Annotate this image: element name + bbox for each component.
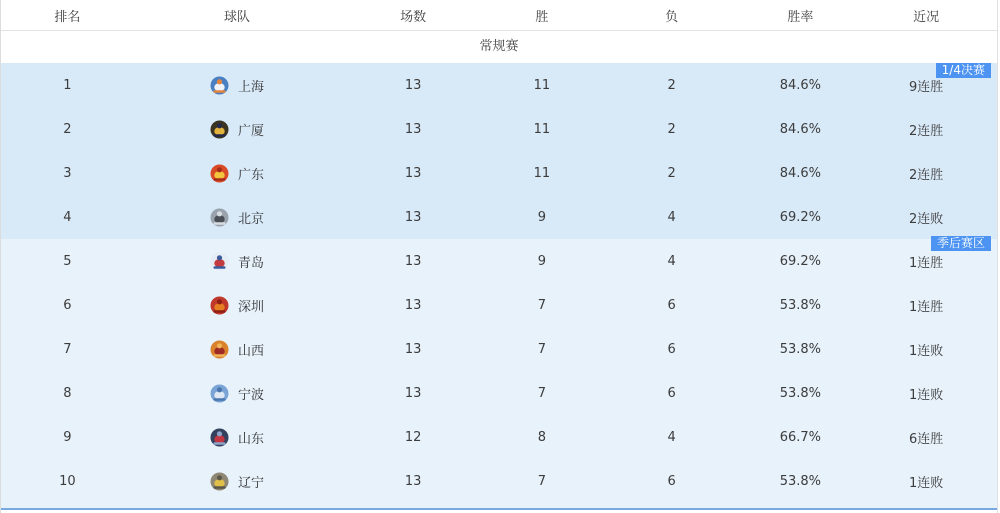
winpct-cell: 84.6% [779,165,822,181]
team-name[interactable]: 山东 [238,431,265,447]
col-header-team: 球队 [224,9,251,25]
table-row [1,283,997,327]
table-row [1,107,997,151]
wins-cell: 9 [537,209,547,225]
wins-cell: 7 [537,473,547,489]
section-title-regular-season: 常规赛 [1,31,997,63]
col-header-rank: 排名 [54,9,81,25]
team-cell [134,428,341,447]
table-bottom-rule [1,508,997,510]
losses-cell: 4 [667,429,676,445]
team-cell [134,120,341,139]
games-cell: 12 [404,429,422,445]
rank-cell: 5 [63,253,72,269]
streak-cell: 1连败 [909,475,944,491]
zone-badge-quarterfinal: 1/4决赛 [936,63,991,78]
table-row [1,459,997,503]
table-row [1,239,997,283]
winpct-cell: 84.6% [779,77,822,93]
table-row [1,327,997,371]
col-header-losses: 负 [665,9,679,25]
wins-cell: 9 [537,253,547,269]
team-cell [134,76,341,95]
team-logo-guangdong-icon [210,164,229,183]
team-cell [134,252,341,271]
losses-cell: 2 [667,165,676,181]
team-cell [134,384,341,403]
team-logo-shanghai-icon [210,76,229,95]
team-logo-ningbo-icon [210,384,229,403]
team-logo-shandong-icon [210,428,229,447]
losses-cell: 6 [667,297,676,313]
team-name[interactable]: 辽宁 [238,475,265,491]
losses-cell: 4 [667,253,676,269]
losses-cell: 6 [667,473,676,489]
team-name[interactable]: 宁波 [238,387,265,403]
table-row [1,371,997,415]
winpct-cell: 84.6% [779,121,822,137]
games-cell: 13 [404,473,422,489]
col-header-winpct: 胜率 [787,9,814,25]
rows-container [1,63,997,503]
games-cell: 13 [404,121,422,137]
team-logo-shanxi-icon [210,340,229,359]
rank-cell: 3 [63,165,72,181]
games-cell: 13 [404,341,422,357]
streak-cell: 2连胜 [909,123,944,139]
col-header-streak: 近况 [913,9,940,25]
team-name[interactable]: 广厦 [238,123,265,139]
losses-cell: 6 [667,385,676,401]
rank-cell: 10 [59,473,76,489]
losses-cell: 4 [667,209,676,225]
games-cell: 13 [404,297,422,313]
team-logo-beijing-icon [210,208,229,227]
winpct-cell: 53.8% [779,385,822,401]
team-logo-guangsha-icon [210,120,229,139]
streak-cell: 2连败 [909,211,944,227]
wins-cell: 7 [537,341,547,357]
table-row [1,151,997,195]
team-name[interactable]: 青岛 [238,255,265,271]
team-cell [134,340,341,359]
wins-cell: 11 [533,77,551,93]
games-cell: 13 [404,165,422,181]
wins-cell: 11 [533,121,551,137]
zone-badge-playoff: 季后赛区 [931,236,991,251]
team-name[interactable]: 上海 [238,79,265,95]
winpct-cell: 69.2% [779,209,822,225]
winpct-cell: 53.8% [779,473,822,489]
team-logo-liaoning-icon [210,472,229,491]
rank-cell: 1 [63,77,72,93]
table-row [1,415,997,459]
streak-cell: 1连败 [909,387,944,403]
team-name[interactable]: 深圳 [238,299,265,315]
games-cell: 13 [404,209,422,225]
table-row [1,63,997,107]
losses-cell: 6 [667,341,676,357]
wins-cell: 11 [533,165,551,181]
team-name[interactable]: 山西 [238,343,265,359]
streak-cell: 1连胜 [909,299,944,315]
team-logo-shenzhen-icon [210,296,229,315]
winpct-cell: 53.8% [779,341,822,357]
streak-cell: 1连败 [909,343,944,359]
rank-cell: 9 [63,429,72,445]
streak-cell: 6连胜 [909,431,944,447]
streak-cell: 1连胜 [909,255,944,271]
wins-cell: 7 [537,297,547,313]
team-logo-qingdao-icon [210,252,229,271]
rank-cell: 4 [63,209,72,225]
games-cell: 13 [404,77,422,93]
streak-cell: 2连胜 [909,167,944,183]
team-cell [134,296,341,315]
rank-cell: 8 [63,385,72,401]
rank-cell: 7 [63,341,72,357]
winpct-cell: 66.7% [779,429,822,445]
rank-cell: 6 [63,297,72,313]
col-header-wins: 胜 [535,9,549,25]
losses-cell: 2 [667,77,676,93]
rank-cell: 2 [63,121,72,137]
winpct-cell: 53.8% [779,297,822,313]
games-cell: 13 [404,385,422,401]
team-name[interactable]: 北京 [238,211,265,227]
games-cell: 13 [404,253,422,269]
winpct-cell: 69.2% [779,253,822,269]
team-cell [134,208,341,227]
team-cell [134,164,341,183]
losses-cell: 2 [667,121,676,137]
wins-cell: 7 [537,385,547,401]
team-name[interactable]: 广东 [238,167,265,183]
team-cell [134,472,341,491]
streak-cell: 9连胜 [909,79,944,95]
wins-cell: 8 [537,429,547,445]
table-row [1,195,997,239]
column-header-row [1,0,997,31]
col-header-games: 场数 [400,9,427,25]
